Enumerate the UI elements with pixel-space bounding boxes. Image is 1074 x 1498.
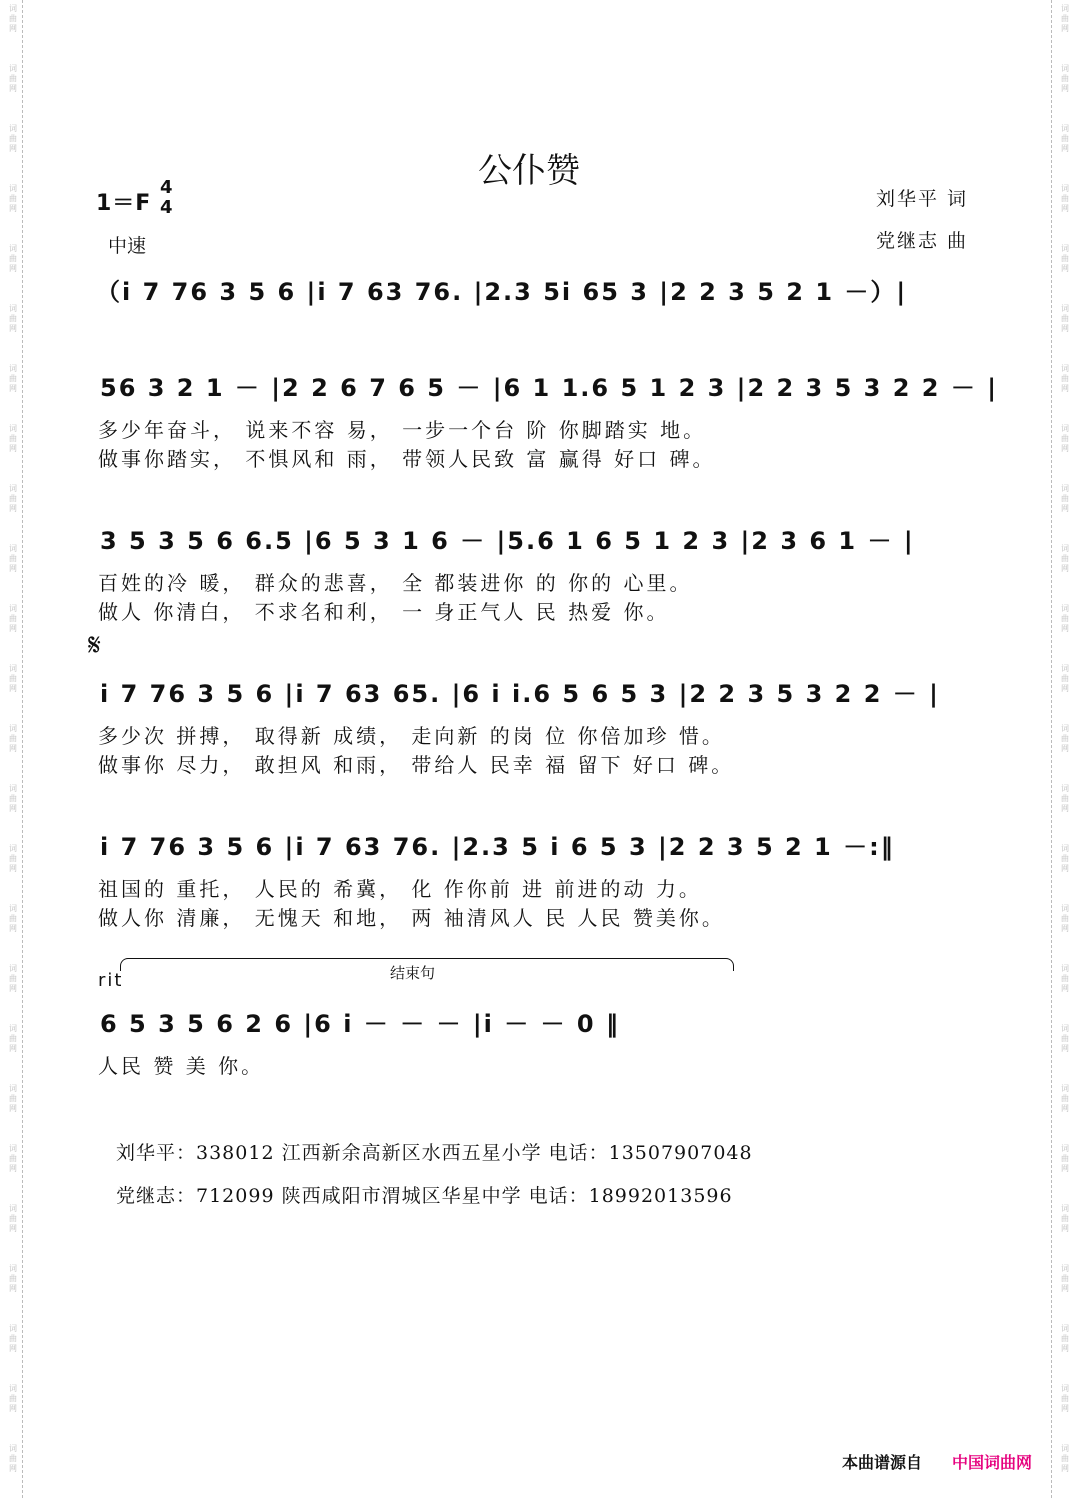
ending-label: 结束句 [390, 964, 436, 982]
left-watermark-text: 词 曲 网 [9, 484, 17, 513]
lyric-line-5a: 祖国的 重托， 人民的 希冀， 化 作你前 进 前进的动 力。 [98, 877, 702, 901]
left-watermark-text: 词 曲 网 [9, 1444, 17, 1473]
source-label: 本曲谱源自 [842, 1453, 923, 1472]
tempo-mark: 中速 [108, 235, 147, 257]
right-watermark-text: 词 曲 网 [1061, 1384, 1069, 1413]
left-watermark-text: 词 曲 网 [9, 1084, 17, 1113]
contact-lyricist: 刘华平：338012 江西新余高新区水西五星小学 电话：13507907048 [116, 1142, 753, 1164]
left-watermark-text: 词 曲 网 [9, 964, 17, 993]
lyric-line-6: 人民 赞 美 你。 [98, 1054, 265, 1078]
notation-line-4: i 7 76 3 5 6 |i 7 63 65. |6 i i.6 5 6 5 3 |2 2 3 5 3 2 2 － | [100, 680, 940, 708]
segno-sign: 𝄋 [88, 628, 103, 663]
notation-line-1: （i 7 76 3 5 6 |i 7 63 76. |2.3 5i 65 3 |2 2 3 5 2 1 －）| [96, 278, 908, 306]
left-watermark-text: 词 曲 网 [9, 1024, 17, 1053]
right-watermark-text: 词 曲 网 [1061, 1444, 1069, 1473]
notation-line-5: i 7 76 3 5 6 |i 7 63 76. |2.3 5 i 6 5 3 |2 2 3 5 2 1 －:‖ [100, 833, 895, 861]
right-watermark-text: 词 曲 网 [1061, 904, 1069, 933]
composer-credit: 党继志 曲 [876, 230, 969, 252]
lyric-line-2b: 做事你踏实， 不惧风和 雨， 带领人民致 富 赢得 好口 碑。 [98, 447, 716, 471]
right-watermark-text: 词 曲 网 [1061, 124, 1069, 153]
left-watermark-text: 词 曲 网 [9, 544, 17, 573]
left-watermark-text: 词 曲 网 [9, 724, 17, 753]
left-watermark-text: 词 曲 网 [9, 184, 17, 213]
right-watermark-text: 词 曲 网 [1061, 1084, 1069, 1113]
right-watermark-text: 词 曲 网 [1061, 184, 1069, 213]
right-watermark-text: 词 曲 网 [1061, 424, 1069, 453]
lyric-line-4a: 多少次 拼搏， 取得新 成绩， 走向新 的岗 位 你倍加珍 惜。 [98, 724, 725, 748]
left-watermark-text: 词 曲 网 [9, 1384, 17, 1413]
notation-line-3: 3 5 3 5 6 6.5 |6 5 3 1 6 － |5.6 1 6 5 1 2 3 |2 3 6 1 － | [100, 527, 915, 555]
right-watermark-text: 词 曲 网 [1061, 1264, 1069, 1293]
right-watermark-text: 词 曲 网 [1061, 784, 1069, 813]
lyric-line-5b: 做人你 清廉， 无愧天 和地， 两 袖清风人 民 人民 赞美你。 [98, 906, 725, 930]
right-watermark-text: 词 曲 网 [1061, 1204, 1069, 1233]
right-watermark-text: 词 曲 网 [1061, 964, 1069, 993]
time-sig-top: 4 [160, 177, 175, 198]
left-watermark-text: 词 曲 网 [9, 1264, 17, 1293]
right-watermark-text: 词 曲 网 [1061, 664, 1069, 693]
ending-bracket [120, 958, 734, 971]
time-signature [160, 178, 175, 218]
left-watermark-text: 词 曲 网 [9, 664, 17, 693]
left-watermark-text: 词 曲 网 [9, 364, 17, 393]
right-watermark-text: 词 曲 网 [1061, 1324, 1069, 1353]
left-watermark-text: 词 曲 网 [9, 244, 17, 273]
left-watermark-text: 词 曲 网 [9, 124, 17, 153]
source-site-link[interactable]: 中国词曲网 [952, 1453, 1033, 1472]
left-watermark-text: 词 曲 网 [9, 904, 17, 933]
rit-mark: rit [98, 970, 124, 991]
right-watermark-text: 词 曲 网 [1061, 304, 1069, 333]
left-watermark-text: 词 曲 网 [9, 1144, 17, 1173]
notation-line-6: 6 5 3 5 6 2 6 |6 i － － － |i － － 0 ‖ [100, 1010, 620, 1038]
time-sig-bottom: 4 [160, 197, 175, 218]
right-watermark-text: 词 曲 网 [1061, 4, 1069, 33]
right-watermark-text: 词 曲 网 [1061, 1144, 1069, 1173]
notation-line-2: 56 3 2 1 － |2 2 6 7 6 5 － |6 1 1.6 5 1 2 3 |2 2 3 5 3 2 2 － | [100, 374, 998, 402]
right-watermark-text: 词 曲 网 [1061, 484, 1069, 513]
right-watermark-text: 词 曲 网 [1061, 1024, 1069, 1053]
right-watermark-text: 词 曲 网 [1061, 544, 1069, 573]
song-title: 公仆赞 [478, 151, 580, 191]
lyricist-credit: 刘华平 词 [876, 188, 969, 210]
left-watermark-text: 词 曲 网 [9, 304, 17, 333]
left-watermark-text: 词 曲 网 [9, 1204, 17, 1233]
left-watermark-text: 词 曲 网 [9, 844, 17, 873]
right-watermark-text: 词 曲 网 [1061, 844, 1069, 873]
left-watermark-text: 词 曲 网 [9, 4, 17, 33]
lyric-line-3a: 百姓的冷 暖， 群众的悲喜， 全 都装进你 的 你的 心里。 [98, 571, 693, 595]
contact-composer: 党继志：712099 陕西咸阳市渭城区华星中学 电话：18992013596 [116, 1185, 733, 1207]
right-watermark-text: 词 曲 网 [1061, 244, 1069, 273]
right-watermark-text: 词 曲 网 [1061, 604, 1069, 633]
right-watermark-text: 词 曲 网 [1061, 64, 1069, 93]
key-signature: 1＝F [96, 191, 152, 216]
lyric-line-3b: 做人 你清白， 不求名和利， 一 身正气人 民 热爱 你。 [98, 600, 670, 624]
left-watermark-text: 词 曲 网 [9, 604, 17, 633]
left-watermark-text: 词 曲 网 [9, 1324, 17, 1353]
right-watermark-text: 词 曲 网 [1061, 364, 1069, 393]
lyric-line-2a: 多少年奋斗， 说来不容 易， 一步一个台 阶 你脚踏实 地。 [98, 418, 707, 442]
lyric-line-4b: 做事你 尽力， 敢担风 和雨， 带给人 民幸 福 留下 好口 碑。 [98, 753, 735, 777]
right-watermark-text: 词 曲 网 [1061, 724, 1069, 753]
left-watermark-text: 词 曲 网 [9, 784, 17, 813]
left-watermark-text: 词 曲 网 [9, 424, 17, 453]
left-watermark-text: 词 曲 网 [9, 64, 17, 93]
